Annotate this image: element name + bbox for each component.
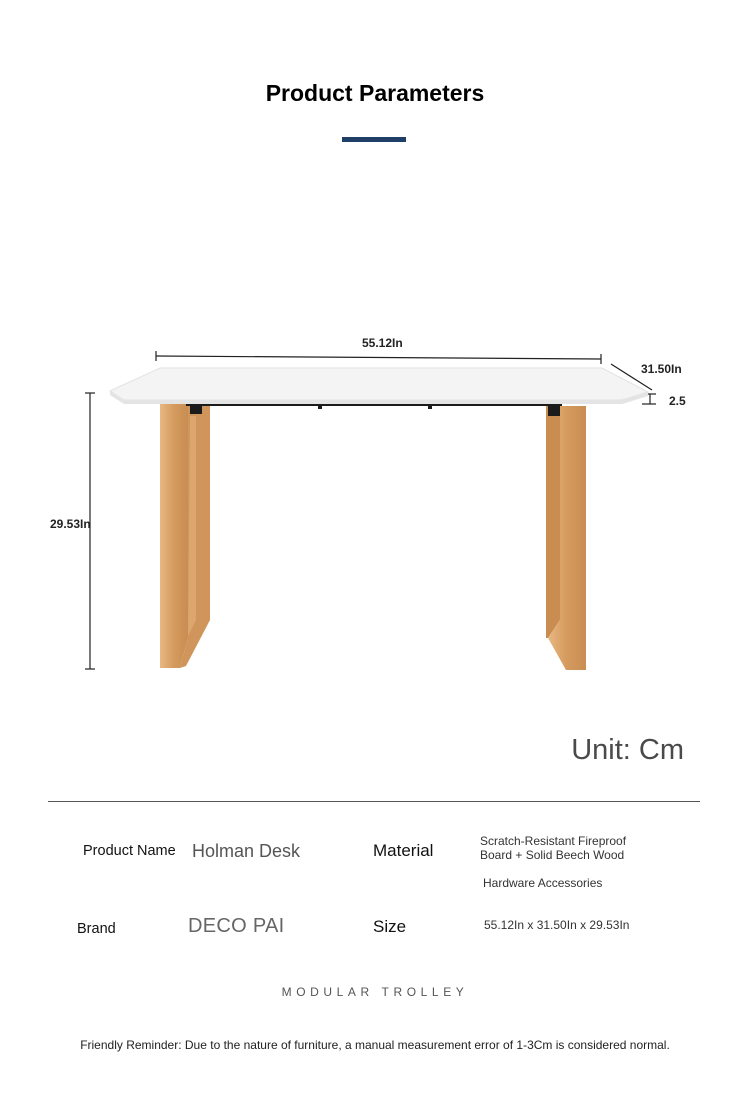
brand-label: Brand xyxy=(77,921,116,937)
desk-illustration xyxy=(0,320,750,690)
brand-value: DECO PAI xyxy=(188,915,285,937)
size-value: 55.12In x 31.50In x 29.53In xyxy=(484,918,630,932)
thickness-label: 2.5 xyxy=(669,394,686,408)
height-dimension-line xyxy=(85,393,95,669)
material-value-line1: Scratch-Resistant Fireproof xyxy=(480,834,627,848)
material-value xyxy=(480,834,626,862)
unit-label: Unit: Cm xyxy=(571,734,684,766)
footer-brand: MODULAR TROLLEY xyxy=(281,985,469,999)
depth-label: 31.50In xyxy=(641,362,682,376)
height-label: 29.53In xyxy=(50,517,91,531)
material-value-line2: Board + Solid Beech Wood xyxy=(480,848,625,862)
page-title: Product Parameters xyxy=(265,80,485,106)
product-name-value: Holman Desk xyxy=(192,841,301,861)
friendly-reminder: Friendly Reminder: Due to the nature of furniture, a manual measurement error of 1-3Cm is considered normal. xyxy=(80,1038,670,1052)
size-label: Size xyxy=(373,917,407,936)
desk-leg-right xyxy=(546,406,586,670)
length-dimension-line xyxy=(156,351,601,364)
product-name-label: Product Name xyxy=(83,843,176,859)
title-underline xyxy=(342,137,406,142)
desk-tabletop xyxy=(110,368,648,404)
length-label: 55.12In xyxy=(362,336,403,350)
hardware-value: Hardware Accessories xyxy=(483,876,603,890)
material-label: Material xyxy=(373,841,434,860)
desk-leg-left xyxy=(160,402,210,668)
section-divider xyxy=(48,801,700,802)
